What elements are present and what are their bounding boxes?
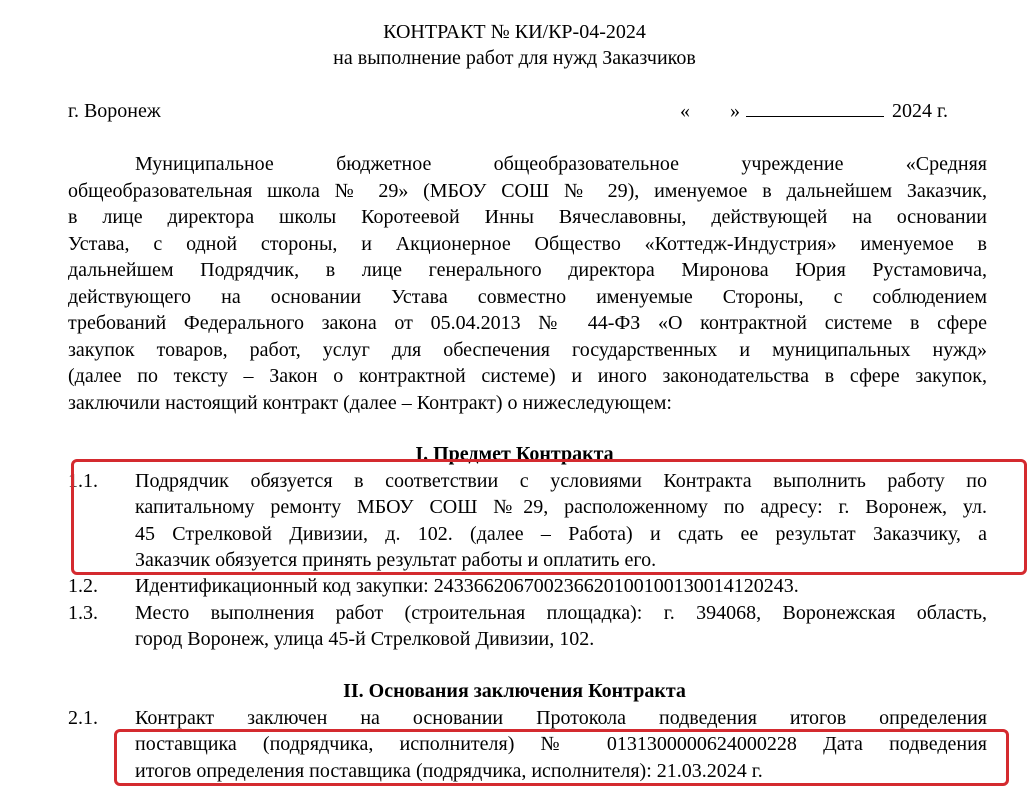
item-line: Подрядчик обязуется в соответствии с условиями Контракта выполнить работу по xyxy=(135,470,987,492)
item-line: поставщика (подрядчика, исполнителя) № 0131300000624000228 Дата подведения xyxy=(135,733,987,755)
item-number: 1.3. xyxy=(68,602,98,624)
preamble-line: Устава, с одной стороны, и Акционерное Общество «Коттедж-Индустрия» именуемое в xyxy=(68,233,987,255)
city: г. Воронеж xyxy=(68,100,161,122)
section-heading: I. Предмет Контракта xyxy=(415,443,614,465)
preamble-line: заключили настоящий контракт (далее – Контракт) о нижеследующем: xyxy=(68,392,672,414)
item-line: Контракт заключен на основании Протокола подведения итогов определения xyxy=(135,707,987,729)
preamble-line: дальнейшем Подрядчик, в лице генерального директора Миронова Юрия Рустамовича, xyxy=(68,259,987,281)
preamble-line: действующего на основании Устава совместно именуемые Стороны, с соблюдением xyxy=(68,286,987,308)
item-line: капитальному ремонту МБОУ СОШ №29, расположенному по адресу: г. Воронеж, ул. xyxy=(135,496,987,518)
date-line xyxy=(680,98,948,124)
close-quote: » xyxy=(730,100,740,122)
preamble-line: (далее по тексту – Закон о контрактной системе) и иного законодательства в сфере закупок, xyxy=(68,365,987,387)
preamble-line: закупок товаров, работ, услуг для обеспечения государственных и муниципальных нужд» xyxy=(68,339,987,361)
item-number: 1.2. xyxy=(68,575,98,597)
item-line: Заказчик обязуется принять результат работы и оплатить его. xyxy=(135,549,657,571)
preamble-line: требований Федерального закона от 05.04.2013 № 44-ФЗ «О контрактной системе в сфере xyxy=(68,312,987,334)
item-line: 45 Стрелковой Дивизии, д. 102. (далее – Работа) и сдать ее результат Заказчику, а xyxy=(135,523,987,545)
preamble-line: Муниципальное бюджетное общеобразовательное учреждение «Средняя xyxy=(135,153,987,175)
item-line: город Воронеж, улица 45-й Стрелковой Дивизии, 102. xyxy=(135,628,595,650)
open-quote: « xyxy=(680,100,690,122)
preamble-line: общеобразовательная школа № 29» (МБОУ СОШ № 29), именуемое в дальнейшем Заказчик, xyxy=(68,180,987,202)
item-line: Место выполнения работ (строительная площадка): г. 394068, Воронежская область, xyxy=(135,602,987,624)
contract-title: КОНТРАКТ № КИ/КР-04-2024 xyxy=(383,21,646,43)
preamble-line: в лице директора школы Коротеевой Инны Вячеславовны, действующей на основании xyxy=(68,206,987,228)
item-number: 1.1. xyxy=(68,470,98,492)
highlight-box xyxy=(114,729,1009,786)
item-line: итогов определения поставщика (подрядчика, исполнителя): 21.03.2024 г. xyxy=(135,760,763,782)
item-line: Идентификационный код закупки: 243366206700236620100100130014120243. xyxy=(135,575,799,597)
section-heading: II. Основания заключения Контракта xyxy=(343,680,686,702)
contract-subtitle: на выполнение работ для нужд Заказчиков xyxy=(333,47,696,69)
date-blank xyxy=(746,98,884,117)
year: 2024 г. xyxy=(892,100,948,122)
item-number: 2.1. xyxy=(68,707,98,729)
highlight-box xyxy=(71,459,1027,575)
